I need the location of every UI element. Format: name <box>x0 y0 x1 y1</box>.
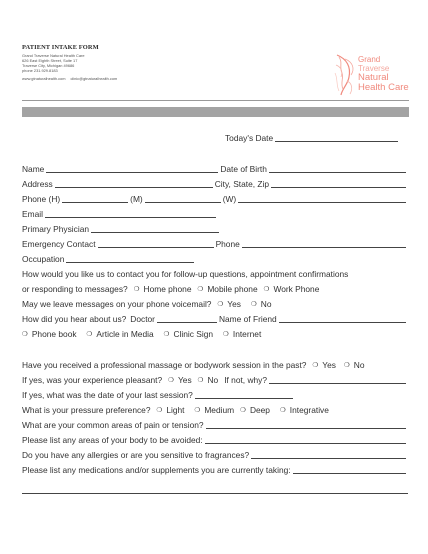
phone-h-label: Phone (H) <box>22 194 61 204</box>
occupation-row <box>22 250 408 264</box>
physician-label: Primary Physician <box>22 224 90 234</box>
radio-clinic-sign[interactable]: ❍ <box>163 331 170 338</box>
pain-row <box>22 416 408 430</box>
dob-label: Date of Birth <box>220 164 267 174</box>
radio-voicemail-no-label: No <box>260 299 272 309</box>
email-field[interactable] <box>45 209 216 218</box>
radio-deep[interactable]: ❍ <box>240 407 246 414</box>
logo-wordmark <box>358 55 409 93</box>
voicemail-question: May we leave messages on your phone voicemail? <box>22 299 212 309</box>
form-title: PATIENT INTAKE FORM <box>22 44 99 51</box>
radio-experience-yes-label: Yes <box>177 375 192 385</box>
radio-article[interactable]: ❍ <box>86 331 93 338</box>
radio-deep-label: Deep <box>249 405 270 415</box>
logo-line: Grand <box>358 55 381 64</box>
massage-question: Have you received a professional massage or bodywork session in the past? <box>22 360 307 370</box>
radio-integrative-label: Integrative <box>289 405 329 415</box>
emergency-row <box>22 235 408 249</box>
clinic-name: Grand Traverse Natural Health Care <box>22 53 85 58</box>
clinic-header <box>22 44 117 81</box>
address-field[interactable] <box>55 179 213 188</box>
contact-question-text: How would you like us to contact you for follow-up questions, appointment confirmations <box>22 269 349 279</box>
clinic-logo <box>333 53 409 97</box>
radio-voicemail-no[interactable]: ❍ <box>250 301 257 308</box>
referral-options-row <box>22 325 408 339</box>
radio-phone-book[interactable]: ❍ <box>22 331 28 338</box>
dob-field[interactable] <box>269 164 406 173</box>
allergy-row <box>22 446 408 460</box>
avoid-row <box>22 431 408 445</box>
emergency-phone-label: Phone <box>215 239 240 249</box>
friend-name-label: Name of Friend <box>218 314 277 324</box>
radio-experience-yes[interactable]: ❍ <box>168 377 174 384</box>
last-session-row <box>22 386 408 400</box>
clinic-city: Traverse City, Michigan 49686 <box>22 63 75 69</box>
radio-home-phone-label: Home phone <box>143 284 192 294</box>
emergency-contact-field[interactable] <box>98 239 214 248</box>
logo-line: Health Care <box>358 82 409 93</box>
radio-experience-no-label: No <box>207 375 219 385</box>
pressure-row <box>22 401 408 415</box>
contact-options-row <box>22 280 408 294</box>
radio-voicemail-yes[interactable]: ❍ <box>217 301 224 308</box>
referral-row <box>22 310 408 324</box>
email-row <box>22 205 408 219</box>
todays-date-label: Today's Date <box>225 133 274 143</box>
radio-mobile-phone[interactable]: ❍ <box>197 286 204 293</box>
phone-m-field[interactable] <box>145 194 221 203</box>
radio-phone-book-label: Phone book <box>31 329 77 339</box>
clinic-email-link[interactable]: clinic@gtnaturalhealth.com <box>70 76 118 82</box>
avoid-field[interactable] <box>205 435 406 444</box>
clinic-street: 626 East Eighth Street, Suite 17 <box>22 58 78 64</box>
radio-medium[interactable]: ❍ <box>194 407 201 414</box>
radio-internet-label: Internet <box>232 329 262 339</box>
phone-h-field[interactable] <box>62 194 128 203</box>
allergy-question: Do you have any allergies or are you sensitive to fragrances? <box>22 450 250 460</box>
city-state-zip-field[interactable] <box>271 179 406 188</box>
occupation-label: Occupation <box>22 254 65 264</box>
emergency-contact-label: Emergency Contact <box>22 239 96 249</box>
radio-experience-no[interactable]: ❍ <box>197 377 204 384</box>
if-not-why-field[interactable] <box>269 375 406 384</box>
radio-work-phone-label: Work Phone <box>273 284 320 294</box>
pressure-question: What is your pressure preference? <box>22 405 151 415</box>
logo-line: Traverse <box>358 64 390 73</box>
header-divider <box>22 100 409 101</box>
city-state-zip-label: City, State, Zip <box>214 179 270 189</box>
experience-question: If yes, was your experience pleasant? <box>22 375 163 385</box>
medications-question: Please list any medications and/or supplements you are currently taking: <box>22 465 291 475</box>
avoid-question: Please list any areas of your body to be avoided: <box>22 435 203 445</box>
pain-field[interactable] <box>206 420 406 429</box>
radio-article-label: Article in Media <box>96 329 154 339</box>
radio-home-phone[interactable]: ❍ <box>133 286 140 293</box>
medications-row <box>22 461 408 475</box>
radio-massage-no[interactable]: ❍ <box>343 362 350 369</box>
radio-light[interactable]: ❍ <box>156 407 163 414</box>
phone-w-label: (W) <box>222 194 237 204</box>
name-field[interactable] <box>46 164 218 173</box>
doctor-label: Doctor <box>130 314 155 324</box>
radio-integrative[interactable]: ❍ <box>279 407 286 414</box>
clinic-website-link[interactable]: www.gtnaturalhealth.com <box>22 76 66 82</box>
clinic-web-line <box>22 76 117 81</box>
physician-field[interactable] <box>91 224 219 233</box>
last-session-field[interactable] <box>195 390 293 399</box>
doctor-field[interactable] <box>157 314 217 323</box>
radio-massage-yes[interactable]: ❍ <box>312 362 319 369</box>
voicemail-row <box>22 295 408 309</box>
radio-medium-label: Medium <box>204 405 235 415</box>
logo-line: Natural <box>358 72 389 83</box>
header-band <box>22 107 409 117</box>
radio-light-label: Light <box>166 405 185 415</box>
physician-row <box>22 220 408 234</box>
occupation-field[interactable] <box>66 254 194 263</box>
contact-question-row <box>22 265 408 279</box>
radio-voicemail-yes-label: Yes <box>227 299 241 309</box>
email-label: Email <box>22 209 43 219</box>
friend-name-field[interactable] <box>279 314 406 323</box>
last-session-question: If yes, what was the date of your last session? <box>22 390 193 400</box>
address-label: Address <box>22 179 53 189</box>
name-row <box>22 160 408 174</box>
pain-question: What are your common areas of pain or tension? <box>22 420 204 430</box>
phone-w-field[interactable] <box>238 194 406 203</box>
todays-date-field[interactable] <box>275 133 398 142</box>
medications-field[interactable] <box>293 465 406 474</box>
address-row <box>22 175 408 189</box>
allergy-field[interactable] <box>251 450 406 459</box>
referral-question: How did you hear about us? <box>22 314 127 324</box>
radio-internet[interactable]: ❍ <box>223 331 229 338</box>
radio-massage-no-label: No <box>353 360 365 370</box>
radio-clinic-sign-label: Clinic Sign <box>173 329 214 339</box>
clinic-phone: phone 231.929.8183 <box>22 68 58 74</box>
phone-m-label: (M) <box>130 194 143 204</box>
experience-row <box>22 371 408 385</box>
medications-extra-line[interactable] <box>22 493 408 494</box>
emergency-phone-field[interactable] <box>242 239 406 248</box>
if-not-why-label: If not, why? <box>224 375 268 385</box>
massage-history-row <box>22 356 408 370</box>
radio-massage-yes-label: Yes <box>322 360 336 370</box>
radio-mobile-phone-label: Mobile phone <box>207 284 258 294</box>
name-label: Name <box>22 164 45 174</box>
contact-question-text-2: or responding to messages? <box>22 284 128 294</box>
radio-work-phone[interactable]: ❍ <box>263 286 270 293</box>
leaf-figure-icon <box>333 53 357 97</box>
todays-date-row <box>22 129 408 143</box>
phone-row <box>22 190 408 204</box>
